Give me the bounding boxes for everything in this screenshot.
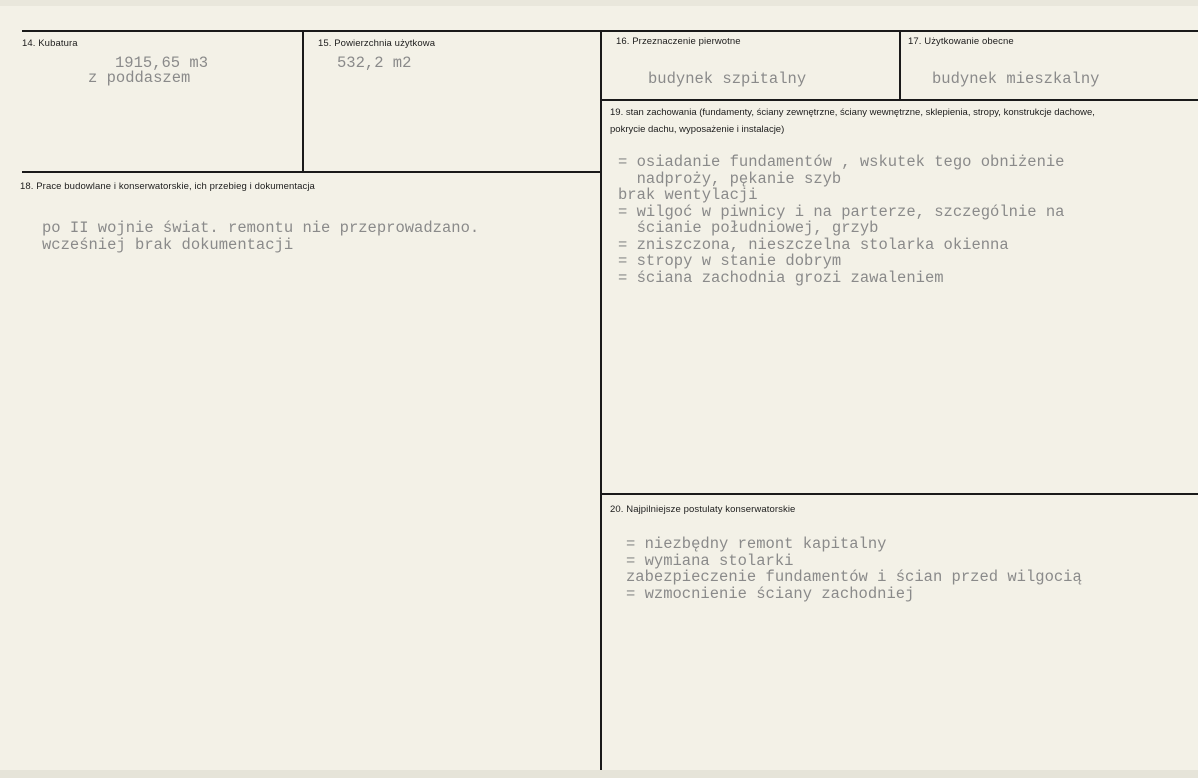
top-border-line: [22, 30, 1198, 32]
card-top-edge: [0, 0, 1198, 6]
line-above-20: [601, 493, 1198, 495]
field-19-line: = ściana zachodnia grozi zawaleniem: [618, 268, 944, 287]
field-17-value: budynek mieszkalny: [932, 70, 1100, 88]
field-16-value: budynek szpitalny: [648, 70, 807, 88]
field-18-line: po II wojnie świat. remontu nie przeprowadzano.: [42, 219, 480, 237]
field-17-label: 17. Użytkowanie obecne: [908, 36, 1014, 47]
divider-15-16: [600, 31, 602, 770]
field-19-line: brak wentylacji: [618, 186, 758, 204]
field-20-line: = niezbędny remont kapitalny: [626, 535, 887, 553]
field-15-value: 532,2 m2: [337, 54, 412, 72]
field-20-line: = wzmocnienie ściany zachodniej: [626, 584, 915, 603]
field-19-line: = stropy w stanie dobrym: [618, 252, 842, 270]
field-14-value-volume: 1915,65 m3: [115, 54, 209, 72]
field-19-line: = osiadanie fundamentów , wskutek tego obniżenie: [618, 153, 1065, 171]
field-20-text: [626, 536, 1082, 602]
field-19-line: = zniszczona, nieszczelna stolarka okienna: [618, 235, 1009, 254]
field-19-line: = wilgoć w piwnicy i na parterze, szczególnie na: [618, 202, 1065, 221]
field-14-label: 14. Kubatura: [22, 38, 78, 49]
line-under-16-17: [601, 99, 1198, 101]
line-under-14-15: [22, 171, 601, 173]
field-18-text: [42, 220, 479, 253]
field-14-value-note: z poddaszem: [88, 69, 191, 87]
field-15-label: 15. Powierzchnia użytkowa: [318, 38, 436, 49]
field-20-line: = wymiana stolarki: [626, 551, 794, 570]
field-20-line: zabezpieczenie fundamentów i ścian przed wilgocią: [626, 568, 1082, 586]
field-19-text: [618, 154, 1064, 286]
field-18-line: wcześniej brak dokumentacji: [42, 235, 294, 254]
field-19-line: nadproży, pękanie szyb: [618, 169, 842, 188]
card-bottom-edge: [0, 770, 1198, 778]
field-19-label: 19. stan zachowania (fundamenty, ściany zewnętrzne, ściany wewnętrzne, sklepienia, stropy, konstrukcje dachowe, pokrycie dachu, wyposażenie i instalacje): [610, 107, 1095, 135]
divider-14-15: [302, 31, 304, 172]
field-19-line: ścianie południowej, grzyb: [618, 219, 879, 237]
field-20-label: 20. Najpilniejsze postulaty konserwatorskie: [610, 504, 796, 515]
field-18-label: 18. Prace budowlane i konserwatorskie, ich przebieg i dokumentacja: [20, 181, 315, 192]
divider-16-17: [899, 31, 901, 100]
field-16-label: 16. Przeznaczenie pierwotne: [616, 36, 741, 47]
